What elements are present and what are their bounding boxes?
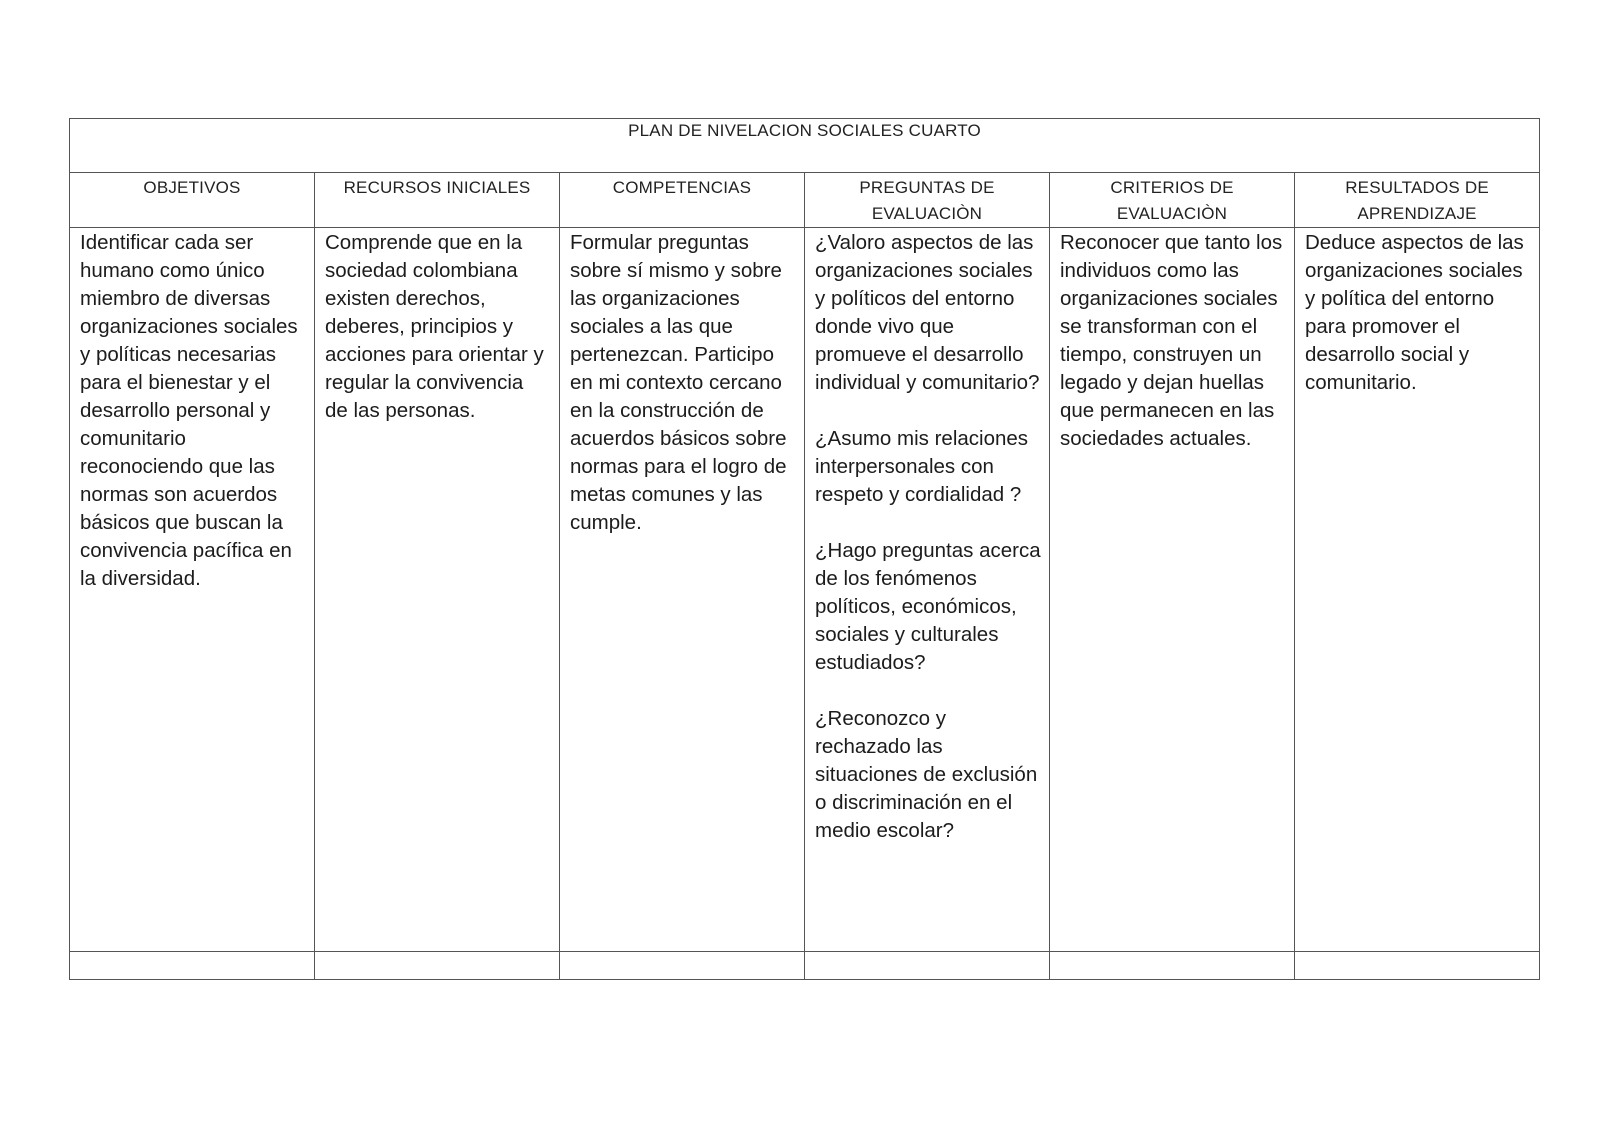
- cell-resultados-aprendizaje: Deduce aspectos de las organizaciones sociales y política del entorno para promover el desarrollo social y comunitario.: [1295, 228, 1540, 952]
- content-row: [70, 228, 1540, 952]
- leveling-plan-table: [69, 118, 1540, 980]
- header-preguntas-evaluacion: PREGUNTAS DE EVALUACIÒN: [805, 173, 1050, 228]
- cell-preguntas-evaluacion: [805, 228, 1050, 952]
- empty-footer-row: [70, 952, 1540, 980]
- cell-objetivos: Identificar cada ser humano como único miembro de diversas organizaciones sociales y políticas necesarias para el bienestar y el desarrollo personal y comunitario reconociendo que las normas son acuerdos básicos que buscan la convivencia pacífica en la diversidad.: [70, 228, 315, 952]
- empty-cell: [1050, 952, 1295, 980]
- empty-cell: [315, 952, 560, 980]
- cell-competencias: Formular preguntas sobre sí mismo y sobre las organizaciones sociales a las que pertenezcan. Participo en mi contexto cercano en la construcción de acuerdos básicos sobre normas para el logro de metas comunes y las cumple.: [560, 228, 805, 952]
- title-row: [70, 119, 1540, 173]
- empty-cell: [560, 952, 805, 980]
- cell-recursos-iniciales: Comprende que en la sociedad colombiana existen derechos, deberes, principios y acciones para orientar y regular la convivencia de las personas.: [315, 228, 560, 952]
- header-criterios-evaluacion: CRITERIOS DE EVALUACIÒN: [1050, 173, 1295, 228]
- question-3: ¿Hago preguntas acerca de los fenómenos políticos, económicos, sociales y culturales estudiados?: [815, 539, 1041, 674]
- empty-cell: [1295, 952, 1540, 980]
- header-objetivos: OBJETIVOS: [70, 173, 315, 228]
- empty-cell: [70, 952, 315, 980]
- table-title: PLAN DE NIVELACION SOCIALES CUARTO: [70, 119, 1540, 173]
- empty-cell: [805, 952, 1050, 980]
- question-1: ¿Valoro aspectos de las organizaciones sociales y políticos del entorno donde vivo que promueve el desarrollo individual y comunitario?: [815, 231, 1040, 394]
- cell-criterios-evaluacion: Reconocer que tanto los individuos como las organizaciones sociales se transforman con el tiempo, construyen un legado y dejan huellas que permanecen en las sociedades actuales.: [1050, 228, 1295, 952]
- question-4: ¿Reconozco y rechazado las situaciones de exclusión o discriminación en el medio escolar?: [815, 707, 1038, 842]
- question-2: ¿Asumo mis relaciones interpersonales con respeto y cordialidad ?: [815, 427, 1029, 506]
- header-resultados-aprendizaje: RESULTADOS DE APRENDIZAJE: [1295, 173, 1540, 228]
- header-competencias: COMPETENCIAS: [560, 173, 805, 228]
- header-recursos-iniciales: RECURSOS INICIALES: [315, 173, 560, 228]
- header-row: [70, 173, 1540, 228]
